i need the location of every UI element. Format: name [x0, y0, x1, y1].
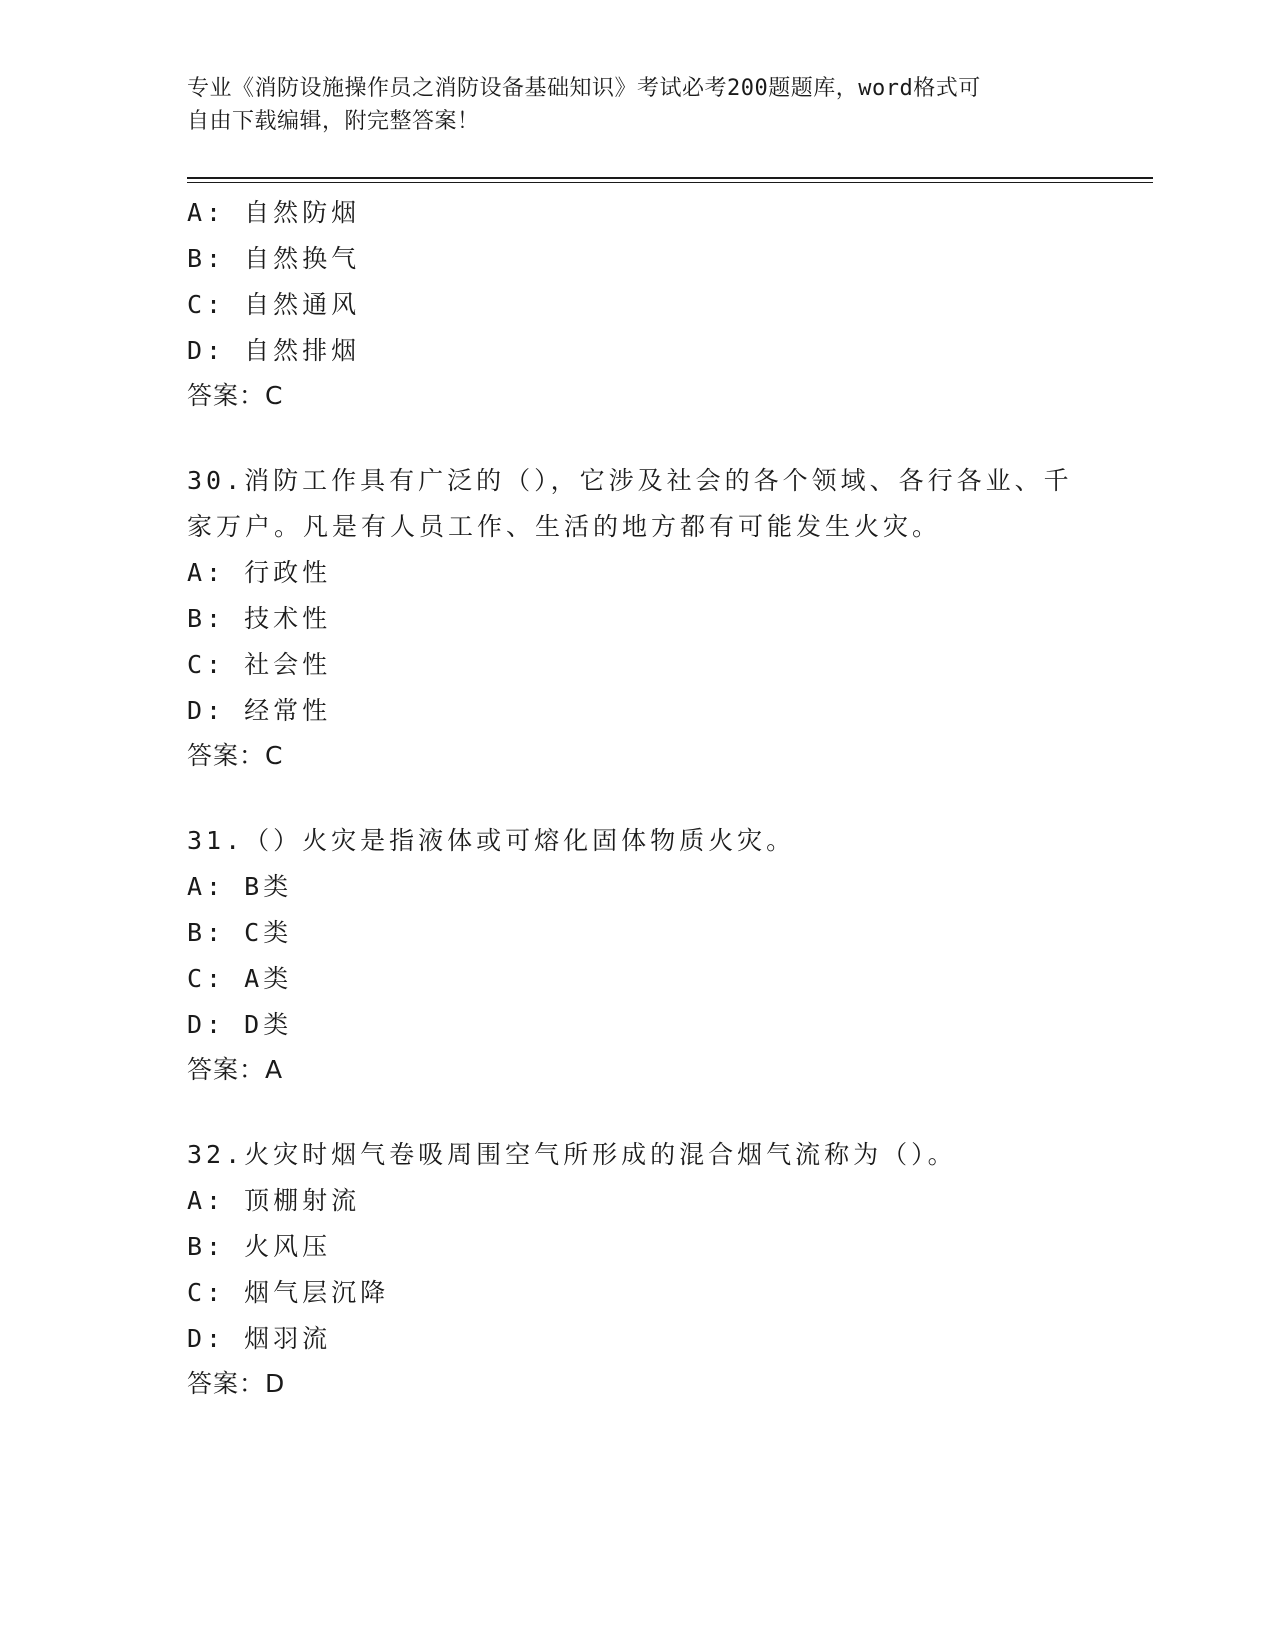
answer: 答案：A: [187, 1055, 284, 1084]
header-line-1: 专业《消防设施操作员之消防设备基础知识》考试必考200题题库，word格式可: [187, 76, 981, 101]
option-a: A: 自然防烟: [187, 198, 361, 227]
header-divider: [187, 177, 1153, 183]
answer: 答案：C: [187, 741, 284, 770]
question-30: [187, 458, 1087, 778]
question-text-line-1: 30.消防工作具有广泛的（），它涉及社会的各个领域、各行各业、千: [187, 466, 1073, 495]
answer: 答案：C: [187, 381, 284, 410]
option-b: B: 火风压: [187, 1232, 332, 1261]
option-d: D: D类: [187, 1010, 293, 1039]
option-d: D: 经常性: [187, 696, 332, 725]
question-list: [187, 190, 1087, 1406]
option-c: C: 社会性: [187, 650, 332, 679]
option-c: C: A类: [187, 964, 293, 993]
header-line-2: 自由下载编辑，附完整答案！: [187, 109, 480, 134]
question-text-line-2: 家万户。凡是有人员工作、生活的地方都有可能发生火灾。: [187, 512, 942, 541]
document-header: [187, 72, 1087, 138]
question-31: [187, 818, 1087, 1092]
option-b: B: 技术性: [187, 604, 332, 633]
option-a: A: 行政性: [187, 558, 332, 587]
question-text: 32.火灾时烟气卷吸周围空气所形成的混合烟气流称为（）。: [187, 1140, 957, 1169]
option-c: C: 烟气层沉降: [187, 1278, 390, 1307]
option-d: D: 自然排烟: [187, 336, 361, 365]
question-29: [187, 190, 1087, 418]
option-b: B: C类: [187, 918, 293, 947]
option-a: A: 顶棚射流: [187, 1186, 361, 1215]
option-d: D: 烟羽流: [187, 1324, 332, 1353]
question-32: [187, 1132, 1087, 1406]
option-b: B: 自然换气: [187, 244, 361, 273]
option-c: C: 自然通风: [187, 290, 361, 319]
question-text: 31.（）火灾是指液体或可熔化固体物质火灾。: [187, 826, 796, 855]
option-a: A: B类: [187, 872, 293, 901]
answer: 答案：D: [187, 1369, 286, 1398]
